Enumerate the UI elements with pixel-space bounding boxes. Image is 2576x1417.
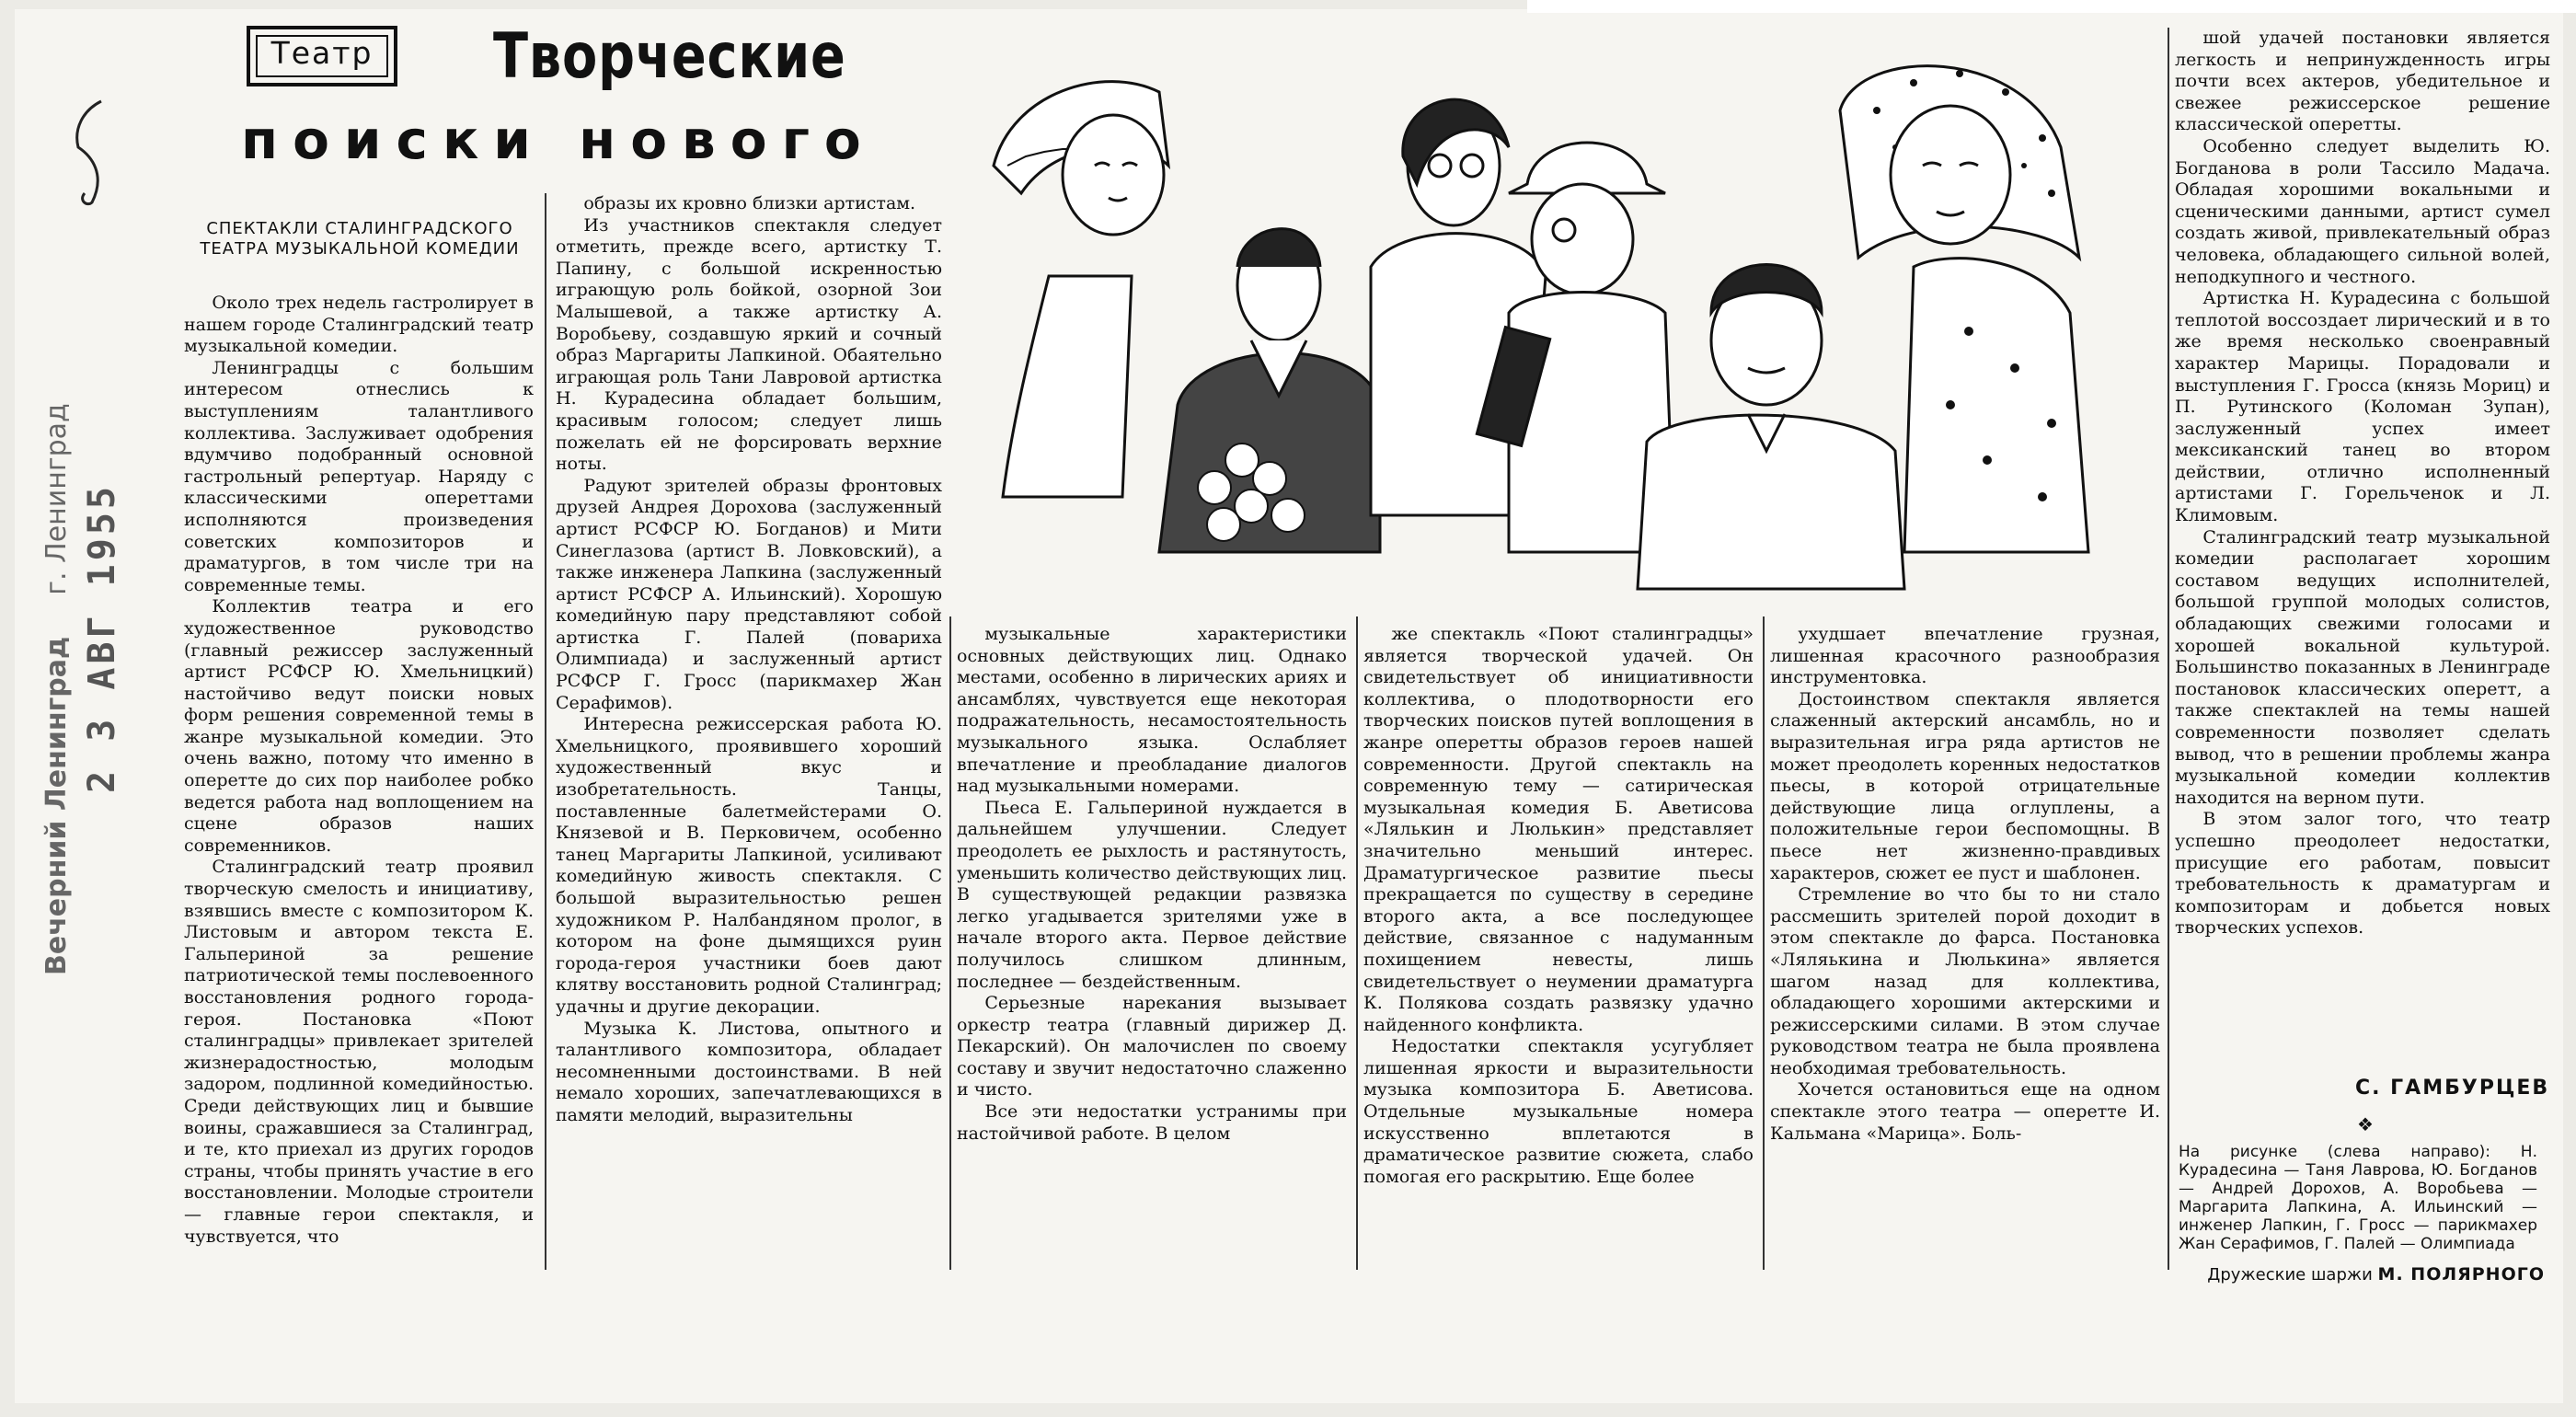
paragraph: Ленинградцы с большим интересом отнеслись к выступлениям талантливого коллектива. Заслуживает одобрения вдумчиво подобранный основной гастрольный репертуар. Наряду с классическими опереттами исполняются произведения советских композиторов и драматургов, в том числе три на современные темы. [184, 357, 534, 595]
column-rule [949, 616, 951, 1270]
illustration-credit [2168, 1264, 2545, 1285]
column-rule [545, 193, 546, 1270]
paragraph: Все эти недостатки устранимы при настойчивой работе. В целом [957, 1101, 1347, 1144]
stamp-city: г. Ленинград [40, 403, 73, 595]
rubric-frame [256, 35, 388, 77]
caricature-kuradesina [994, 82, 1168, 497]
paragraph: Серьезные нарекания вызывает оркестр театра (главный дирижер Д. Пекарский). Он малочислен по своему составу и звучит недостаточно слаженно и чисто. [957, 993, 1347, 1100]
paragraph: Хочется остановиться еще на одном спектакле этого театра — оперетте И. Кальмана «Марица». Боль- [1770, 1079, 2160, 1144]
caricature-gross [1638, 265, 1904, 590]
paragraph: Из участников спектакля следует отметить, прежде всего, артистку Т. Папину, с большой искренностью играющую роль бойкой, озорной Зои Малышевой, а также артистку А. Воробьеву, создавшую яркий и сочный образ Маргариты Лапкиной. Обаятельно играющая роль Тани Лавровой артистка Н. Курадесина обладает большим, красивым голосом; следует лишь пожелать ей не форсировать верхние ноты. [556, 214, 942, 475]
column-4 [1363, 624, 1754, 1270]
headline-line1: Творческие [493, 20, 846, 93]
paragraph: Интересна режиссерская работа Ю. Хмельницкого, проявившего хороший художественный вкус и изобретательность. Танцы, поставленные балетмейстерами О. Князевой и В. Перковичем, особенно танец Маргариты Лапкиной, усиливают комедийную живость спектакля. С большой выразительностью решен художником Р. Налбандяном пролог, в котором на фоне дымящихся руин города-героя участники боев дают клятву восстановить родной Сталинград; удачны и другие декорации. [556, 714, 942, 1017]
credit-artist: М. ПОЛЯРНОГО [2377, 1264, 2545, 1285]
archive-stamp [40, 366, 73, 975]
paragraph: образы их кровно близки артистам. [583, 193, 916, 213]
paragraph: Особенно следует выделить Ю. Богданова в роли Тассило Мадача. Обладая хорошими вокальными и сценическими данными, артист сумел создать живой, привлекательный образ человека, обладающего сильной волей, неподкупного и честного. [2175, 135, 2550, 287]
paragraph: Музыка К. Листова, опытного и талантливого композитора, обладает несомненными достоинствами. В ней немало хороших, запечатлевающихся в памяти мелодий, выразительны [556, 1018, 942, 1125]
stamp-newspaper: Вечерний Ленинград [40, 636, 73, 975]
subheadline: СПЕКТАКЛИ СТАЛИНГРАДСКОГО ТЕАТРА МУЗЫКАЛЬНОЙ КОМЕДИИ [200, 219, 520, 259]
paragraph: Радуют зрителей образы фронтовых друзей Андрея Дорохова (заслуженный артист РСФСР Ю. Богданов) и Мити Синеглазова (артист В. Ловковский), а также инженера Лапкина (заслуженный артист РСФСР А. Ильинский). Хорошую комедийную пару представляют собой артистка Г. Палей (повариха Олимпиада) и заслуженный артист РСФСР Г. Гросс (парикмахер Жан Серафимов). [556, 475, 942, 713]
column-1 [184, 293, 534, 1270]
paragraph: Коллектив театра и его художественное руководство (главный режиссер заслуженный артист РСФСР Ю. Хмельницкий) настойчиво ведут поиски новых форм решения современной темы в жанре музыкальной комедии. Это очень важно, потому что именно в оперетте до сих пор наиболее робко ведется работа над воплощением на сцене образов наших современников. [184, 596, 534, 856]
illustration-caption: На рисунке (слева направо): Н. Курадесина — Таня Лаврова, Ю. Богданов — Андрей Дорохов, А. Воробьева — Маргарита Лапкина, А. Ильинский — инженер Лапкин, Г. Гросс — парикмахер Жан Серафимов, Г. Палей — Олимпиада [2179, 1143, 2537, 1253]
paragraph: Артистка Н. Курадесина с большой теплотой воссоздает лирический и в то же время несколько своенравный характер Марицы. Порадовали и выступления Г. Гросса (князь Мориц) и П. Рутинского (Коломан Зупан), заслуженный успех имеет мексиканский танец во втором действии, отлично исполненный артистами Г. Горельченок и Л. Климовым. [2175, 288, 2550, 526]
column-3 [957, 624, 1347, 1270]
paragraph: Сталинградский театр музыкальной комедии располагает хорошим составом ведущих исполнителей, большой группой молодых солистов, обладающих свежими голосами и хорошей вокальной культурой. Большинство показанных в Ленинграде постановок классических оперетт, а также спектаклей на темы нашей современности позволяет сделать вывод, что в решении проблемы жанра музыкальной комедии коллектив находится на верном пути. [2175, 526, 2550, 808]
column-2 [556, 193, 942, 1270]
handwritten-mark [64, 92, 120, 221]
paragraph: Достоинством спектакля является слаженный актерский ансамбль, но и выразительная игра ряда артистов не может преодолеть коренных недостатков пьесы, в которой отрицательные действующие лица оглуплены, а положительные герои беспомощны. В пьесе нет жизненно-правдивых характеров, сюжет ее пуст и шаблонен. [1770, 688, 2160, 883]
stamp-date: 2 3 АВГ 1955 [81, 483, 123, 793]
column-rule [2168, 28, 2169, 1270]
credit-label: Дружеские шаржи [2207, 1265, 2373, 1285]
paragraph: В этом залог того, что театр успешно преодолеет недостатки, присущие его работам, повысит требовательность к драматургам и композиторам и добьется новых творческих успехов. [2175, 809, 2550, 939]
paragraph: Сталинградский театр проявил творческую смелость и инициативу, взявшись вместе с композитором К. Листовым и автором текста Е. Гальпериной за решение патриотической темы послевоенного восстановления родного города-героя. Постановка «Поют сталинградцы» привлекает зрителей жизнерадостностью, молодым задором, подлинной комедийностью. Среди действующих лиц и бывшие воины, сражавшиеся за Сталинград, и те, кто приехал из других городов страны, чтобы принять участие в его восстановлении. Молодые строители — главные герои спектакля, и чувствуется, что [184, 857, 534, 1247]
paragraph: Пьеса Е. Гальпериной нуждается в дальнейшем улучшении. Следует преодолеть ее рыхлость и растянутость, уменьшить количество действующих лиц. В существующей редакции развязка легко угадывается зрителями уже в начале второго акта. Первое действие получилось слишком длинным, последнее — бездейственным. [957, 797, 1347, 992]
paragraph: музыкальные характеристики основных действующих лиц. Однако местами, особенно в лирических ариях и ансамблях, чувствуется еще некоторая подражательность, несамостоятельность музыкального языка. Ослабляет впечатление и преобладание диалогов над музыкальными номерами. [957, 624, 1347, 797]
caricature-bogdanov [1159, 229, 1380, 552]
paragraph: Стремление во что бы то ни стало рассмешить зрителей порой доходит в этом спектакле до фарса. Постановка «Ляляькина и Люлькина» является шагом назад для коллектива, обладающего хорошими актерскими и режиссерскими силами. В этом случае руководством театра не была проявлена необходимая требовательность. [1770, 884, 2160, 1078]
caricature-illustration [938, 37, 2134, 626]
headline-line2: поиски нового [241, 109, 876, 171]
paragraph: ухудшает впечатление грузная, лишенная красочного разнообразия инструментовка. [1770, 624, 2160, 688]
clipping-edge [1527, 0, 2576, 13]
column-rule [1356, 616, 1358, 1270]
paragraph: Около трех недель гастролирует в нашем городе Сталинградский театр музыкальной комедии. [184, 293, 534, 357]
column-rule [1763, 616, 1765, 1270]
ornament-icon: ❖ [2357, 1113, 2374, 1135]
rubric-box [247, 26, 397, 86]
paragraph: же спектакль «Поют сталинградцы» является творческой удачей. Он свидетельствует об инициативности коллектива, о плодотворности его творческих поисков путей воплощения в жанре оперетты образов героев нашей современности. Другой спектакль на современную тему — сатирическая музыкальная комедия Б. Аветисова «Лялькин и Люлькин» представляет значительно меньший интерес. Драматургическое развитие пьесы прекращается по существу в середине второго акта, а все последующее действие, связанное с надуманным похищением невесты, лишь свидетельствует о неумении драматурга К. Полякова создать развязку удачно найденного конфликта. [1363, 624, 1754, 1035]
paragraph: шой удачей постановки является легкость и непринужденность игры почти всех актеров, убедительное и свежее режиссерское решение классической оперетты. [2175, 28, 2550, 135]
paragraph: Недостатки спектакля усугубляет лишенная яркости и выразительности музыка композитора Б. Аветисова. Отдельные музыкальные номера искусственно вплетаются в драматическое развитие сюжета, слабо помогая его раскрытию. Еще более [1363, 1036, 1754, 1187]
rubric-label: Театр [270, 35, 374, 71]
column-5 [1770, 624, 2160, 1270]
column-6 [2175, 28, 2550, 1071]
author-signature: С. ГАМБУРЦЕВ [2355, 1077, 2550, 1100]
